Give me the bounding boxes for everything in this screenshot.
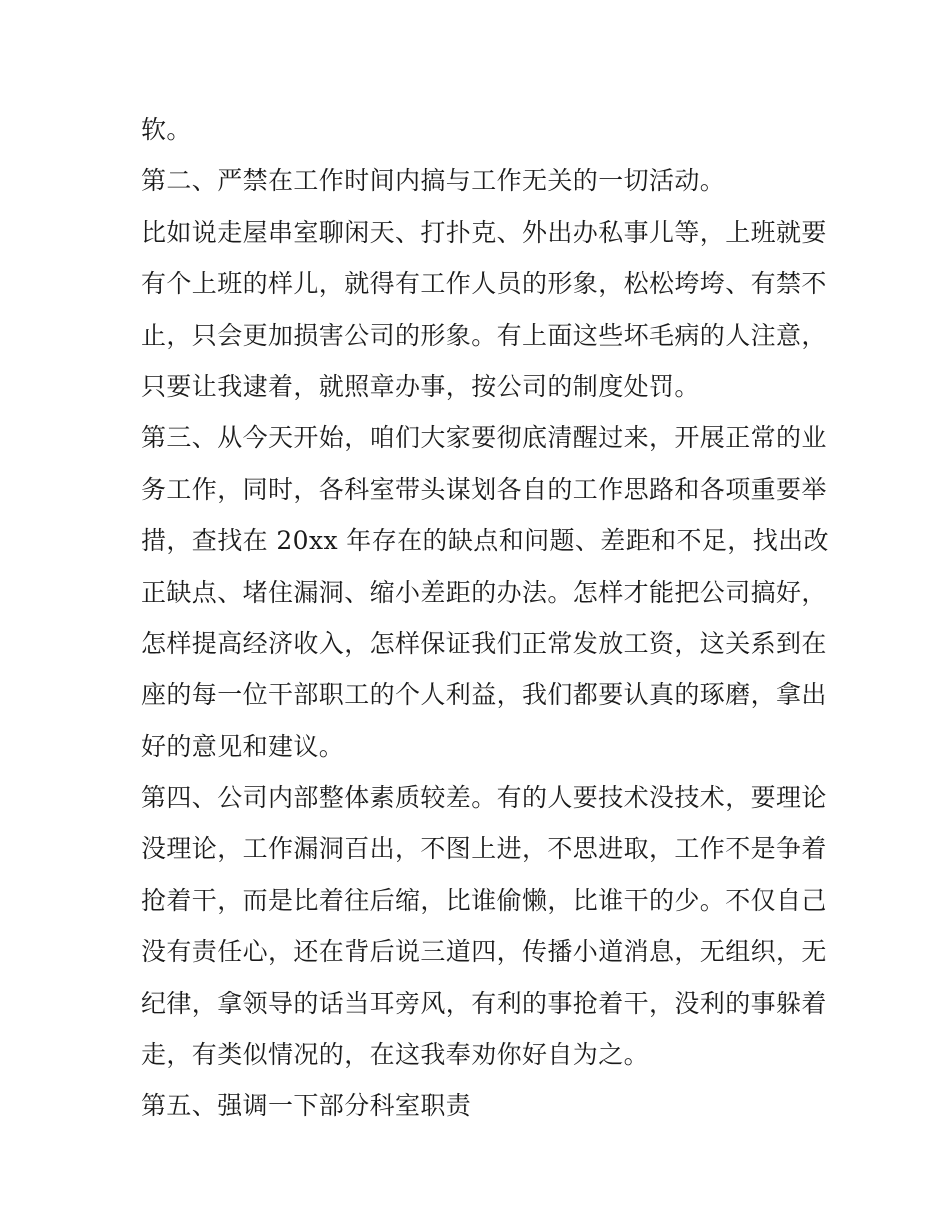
text-line: 软。 [141,115,192,144]
text-line: 没理论，工作漏洞百出，不图上进，不思进取，工作不是争着 [141,834,827,864]
text-line: 抢着干，而是比着往后缩，比谁偷懒，比谁干的少。不仅自己 [141,885,827,915]
text-line: 务工作，同时，各科室带头谋划各自的工作思路和各项重要举 [141,474,827,504]
text-line: 第五、强调一下部分科室职责 [141,1091,472,1121]
text-line: 有个上班的样儿，就得有工作人员的形象，松松垮垮、有禁不 [141,269,827,299]
text-line: 纪律，拿领导的话当耳旁风，有利的事抢着干，没利的事躲着 [141,988,827,1018]
text-line: 第四、公司内部整体素质较差。有的人要技术没技术，要理论 [141,783,827,813]
text-line: 止，只会更加损害公司的形象。有上面这些坏毛病的人注意， [141,320,827,350]
document-page [141,104,829,1132]
text-line: 措，查找在 20xx 年存在的缺点和问题、差距和不足，找出改 [141,526,829,556]
text-line: 正缺点、堵住漏洞、缩小差距的办法。怎样才能把公司搞好， [141,577,827,607]
text-line: 没有责任心，还在背后说三道四，传播小道消息，无组织，无 [141,937,827,967]
text-line: 好的意见和建议。 [141,731,345,761]
text-line: 走，有类似情况的，在这我奉劝你好自为之。 [141,1040,650,1070]
text-line: 只要让我逮着，就照章办事，按公司的制度处罚。 [141,371,700,401]
text-line: 比如说走屋串室聊闲天、打扑克、外出办私事儿等，上班就要 [141,217,827,247]
text-line: 第三、从今天开始，咱们大家要彻底清醒过来，开展正常的业 [141,423,827,453]
text-line: 座的每一位干部职工的个人利益，我们都要认真的琢磨，拿出 [141,680,827,710]
text-line: 第二、严禁在工作时间内搞与工作无关的一切活动。 [141,166,726,196]
text-line: 怎样提高经济收入，怎样保证我们正常发放工资，这关系到在 [141,628,827,658]
